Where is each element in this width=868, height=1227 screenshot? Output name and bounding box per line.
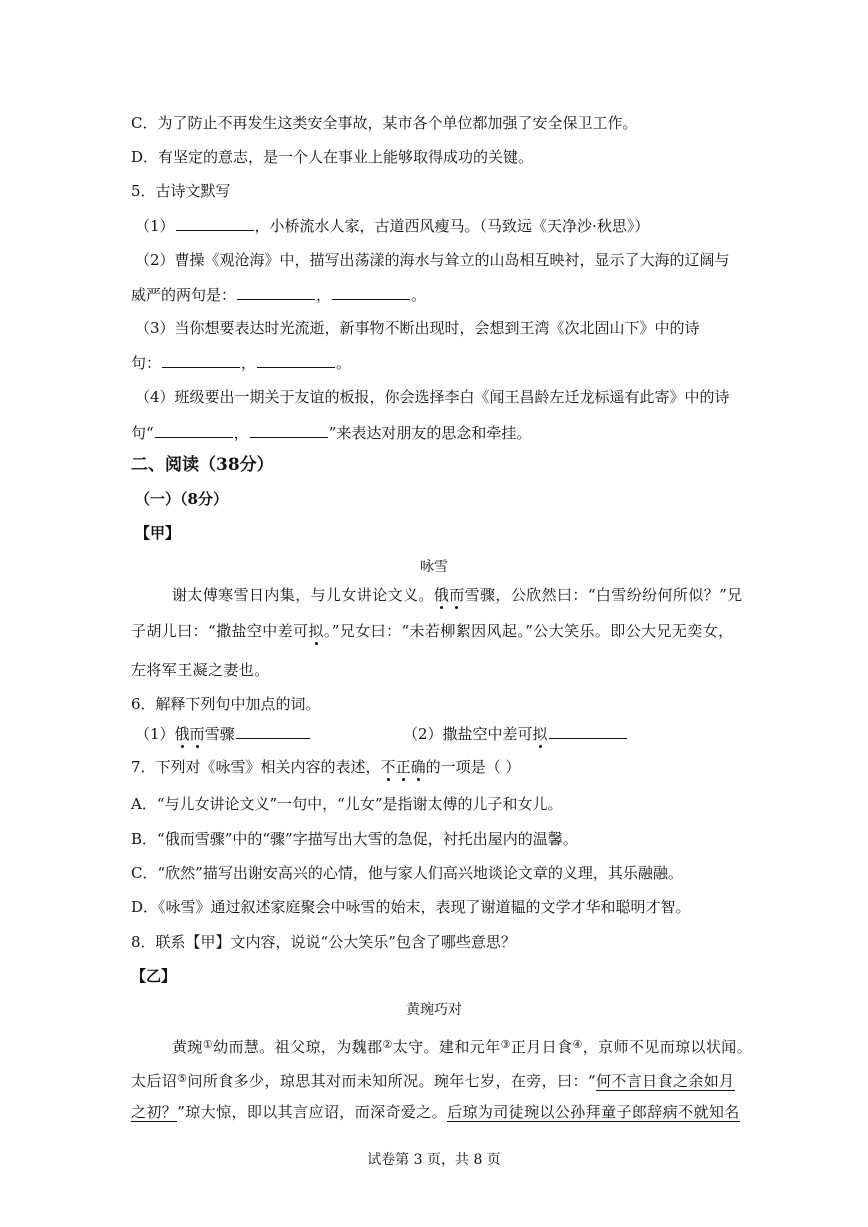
answer-blank[interactable] <box>162 351 240 368</box>
question-8-heading: 8．联系【甲】文内容，说说“公大笑乐”包含了哪些意思？ <box>131 933 516 951</box>
footnote-marker: ④ <box>572 1038 583 1051</box>
passage-yi-label: 【乙】 <box>131 967 177 985</box>
answer-blank[interactable] <box>250 421 328 438</box>
emphasis-dot-char: 拟 <box>308 622 324 640</box>
question-7-option-d[interactable]: D．《咏雪》通过叙述家庭聚会中咏雪的始末，表现了谢道韫的文学才华和聪明才智。 <box>131 898 691 916</box>
underlined-sentence: 后琼为司徒琬以公孙拜童子郎辞病不就知名 <box>447 1103 740 1121</box>
footnote-marker: ② <box>382 1038 393 1051</box>
footnote-marker: ① <box>202 1038 214 1051</box>
passage-title-huangwan: 黄琬巧对 <box>406 1002 462 1018</box>
answer-blank[interactable] <box>155 421 233 438</box>
passage-title-yongxue: 咏雪 <box>420 559 448 575</box>
option-d-line: D．有坚定的意志，是一个人在事业上能够取得成功的关键。 <box>131 148 534 166</box>
emphasis-dot-char: 拟 <box>532 725 548 743</box>
answer-blank[interactable] <box>237 283 315 300</box>
question-5-4-line1: （4）班级要出一期关于友谊的板报，你会选择李白《闻王昌龄左迁龙标遥有此寄》中的诗 <box>135 388 730 406</box>
page-footer: 试卷第 3 页，共 8 页 <box>367 1152 501 1168</box>
answer-blank[interactable] <box>257 351 335 368</box>
question-7-heading: 7．下列对《咏雪》相关内容的表述，不正确的一项是（ ） <box>131 758 521 776</box>
passage-jia-line3: 左将军王凝之妻也。 <box>131 661 270 679</box>
answer-blank[interactable] <box>332 283 410 300</box>
emphasis-dot-char: 俄 <box>433 586 450 604</box>
question-7-option-b[interactable]: B．“俄而雪骤”中的“骤”字描写出大雪的急促，衬托出屋内的温馨。 <box>131 830 578 848</box>
underlined-sentence: 何不言日食之余如月 <box>595 1072 735 1090</box>
passage-jia-label: 【甲】 <box>135 524 181 542</box>
question-5-2-line1: （2）曹操《观沧海》中，描写出荡漾的海水与耸立的山岛相互映衬，显示了大海的辽阔与 <box>135 251 730 269</box>
emphasis-dot-char: 不 <box>380 758 396 776</box>
section-2-heading: 二、阅读（38分） <box>131 455 274 475</box>
question-5-1: （1） ，小桥流水人家，古道西风瘦马。（马致远《天净沙·秋思》） <box>135 214 649 237</box>
question-7-option-c[interactable]: C．“欣然”描写出谢安高兴的心情，他与家人们高兴地谈论文章的义理，其乐融融。 <box>131 864 683 882</box>
question-5-3-line1: （3）当你想要表达时光流逝，新事物不断出现时，会想到王湾《次北固山下》中的诗 <box>135 319 700 337</box>
question-6-2: （2）撒盐空中差可拟 <box>403 722 628 745</box>
footnote-marker: ⑤ <box>177 1072 188 1085</box>
passage-yi-line2: 太后诏⑤问所食多少，琼思其对而未知所况。琬年七岁，在旁，曰：“何不言日食之余如月 <box>131 1072 735 1090</box>
passage-jia-line1: 谢太傅寒雪日内集，与儿女讲论文义。俄而雪骤，公欣然曰：“白雪纷纷何所似？”兄 <box>172 586 743 604</box>
question-6-1: （1）俄而雪骤 <box>135 722 311 745</box>
underlined-sentence: 之初？ <box>131 1103 178 1121</box>
emphasis-dot-char: 俄 <box>174 725 190 743</box>
question-5-heading: 5．古诗文默写 <box>131 182 231 200</box>
emphasis-dot-char: 正 <box>395 758 411 776</box>
emphasis-dot-char: 而 <box>189 725 205 743</box>
question-7-option-a[interactable]: A．“与儿女讲论文义”一句中，“儿女”是指谢太傅的儿子和女儿。 <box>131 795 563 813</box>
passage-jia-line2: 子胡儿曰：“撒盐空中差可拟。”兄女曰：“未若柳絮因风起。”公大笑乐。即公大兄无奕女， <box>131 622 734 640</box>
emphasis-dot-char: 确 <box>410 758 426 776</box>
answer-blank[interactable] <box>549 722 627 739</box>
passage-yi-line3: 之初？”琼大惊，即以其言应诏，而深奇爱之。后琼为司徒琬以公孙拜童子郎辞病不就知名 <box>131 1103 740 1121</box>
question-5-4-line2: 句“ ， ”来表达对朋友的思念和牵挂。 <box>131 421 531 444</box>
question-6-heading: 6．解释下列句中加点的词。 <box>131 695 321 713</box>
emphasis-dot-char: 而 <box>449 586 465 604</box>
option-c-line: C．为了防止不再发生这类安全事故，某市各个单位都加强了安全保卫工作。 <box>131 114 638 132</box>
footnote-marker: ③ <box>500 1038 511 1051</box>
answer-blank[interactable] <box>236 722 310 739</box>
subsection-1-heading: （一）（8分） <box>135 490 228 508</box>
answer-blank[interactable] <box>176 214 254 231</box>
question-5-2-line2: 威严的两句是： ， 。 <box>131 283 426 306</box>
question-5-3-line2: 句： ， 。 <box>131 351 351 374</box>
passage-yi-line1: 黄琬①幼而慧。祖父琼，为魏郡②太守。建和元年③正月日食④，京师不见而琼以状闻。 <box>172 1038 753 1056</box>
